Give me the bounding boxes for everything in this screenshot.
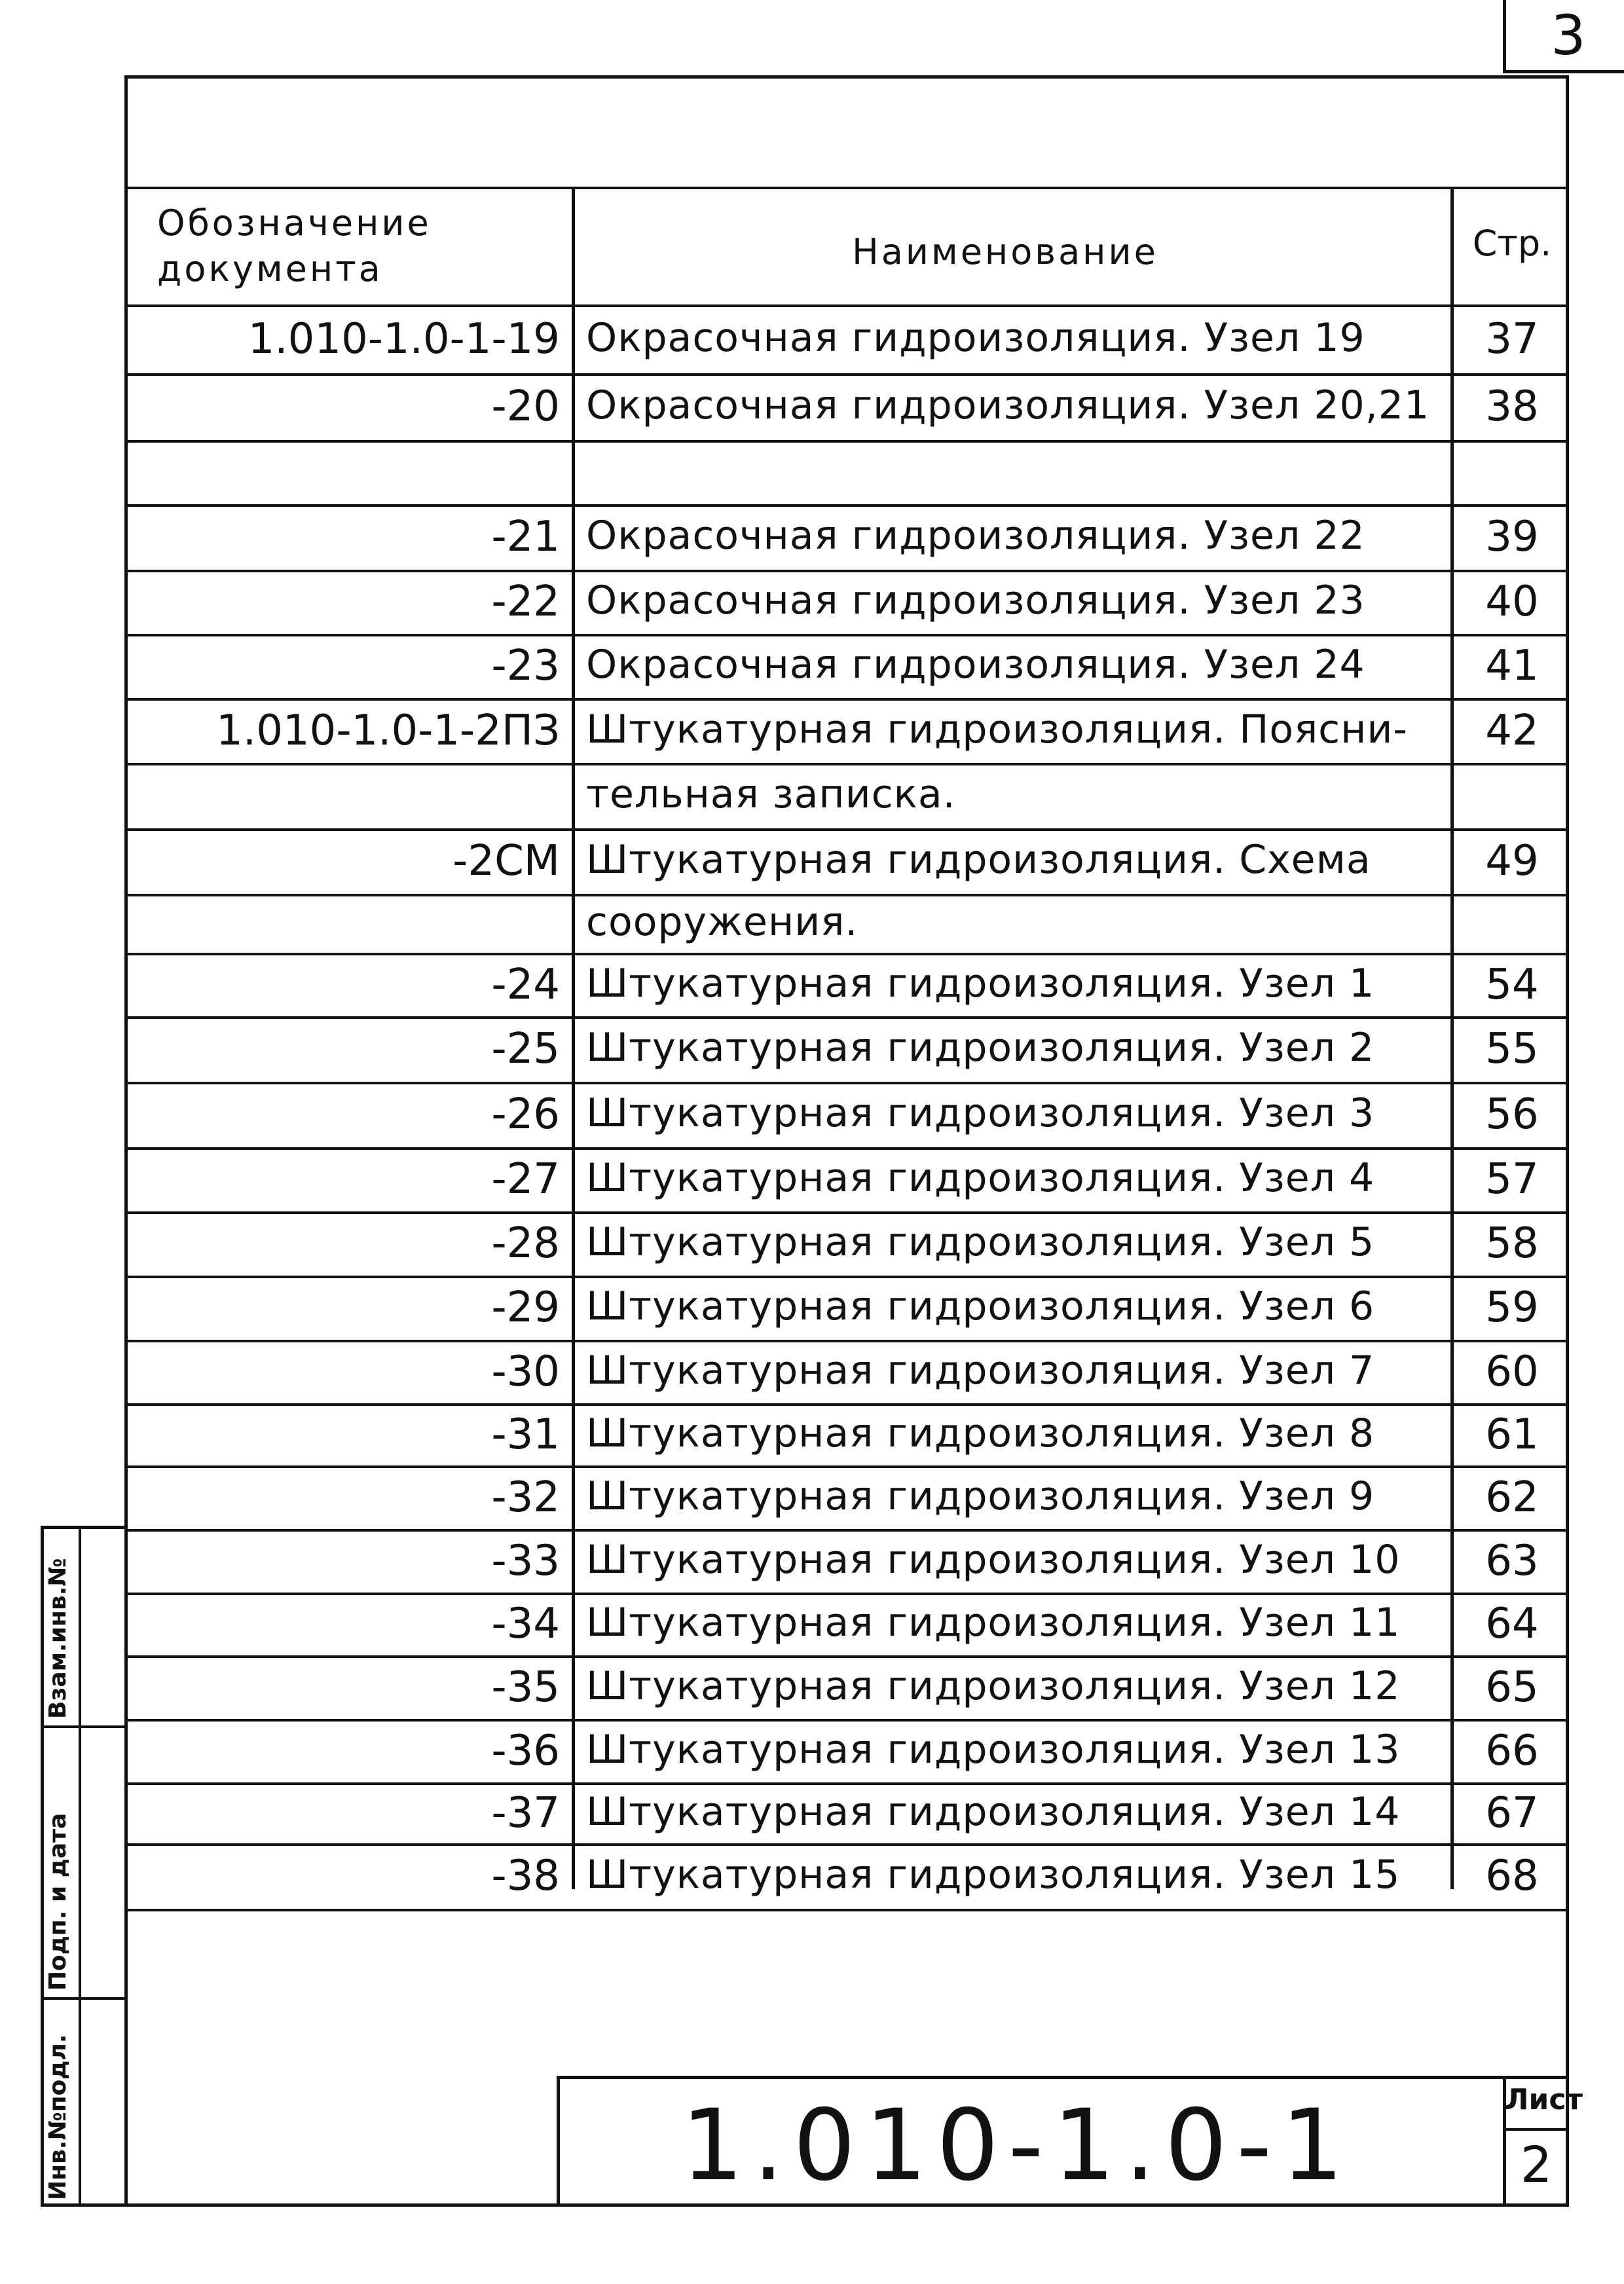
- row-divider: [124, 1147, 1569, 1150]
- side-strip-divider: [79, 1526, 81, 2207]
- row-page: 59: [1485, 1283, 1539, 1332]
- row-name: Штукатурная гидроизоляция. Узел 7: [586, 1348, 1375, 1393]
- stamp-sheet-line: [1503, 2128, 1569, 2131]
- row-code: -33: [491, 1537, 560, 1585]
- side-strip-line-2: [41, 1997, 124, 2000]
- row-name: Штукатурная гидроизоляция. Узел 6: [586, 1283, 1375, 1329]
- row-divider: [124, 953, 1569, 955]
- row-page: 40: [1485, 578, 1539, 626]
- row-divider: [124, 763, 1569, 765]
- corner-page-number: 3: [1551, 3, 1586, 67]
- row-name: Окрасочная гидроизоляция. Узел 22: [586, 513, 1365, 559]
- row-page: 54: [1485, 961, 1539, 1009]
- row-divider: [124, 1016, 1569, 1019]
- row-name: Штукатурная гидроизоляция. Узел 11: [586, 1600, 1401, 1646]
- row-code: -38: [491, 1852, 560, 1900]
- row-divider: [124, 440, 1569, 443]
- row-code: -20: [491, 382, 560, 431]
- row-name: Окрасочная гидроизоляция. Узел 24: [586, 642, 1365, 688]
- row-name: Окрасочная гидроизоляция. Узел 19: [586, 315, 1365, 361]
- row-page: 58: [1485, 1219, 1539, 1268]
- stamp-document-code: 1.010-1.0-1: [681, 2089, 1353, 2203]
- row-code: -2СМ: [452, 837, 560, 885]
- row-name: Окрасочная гидроизоляция. Узел 23: [586, 578, 1365, 623]
- side-replaced-inv: Взам.инв.№: [45, 1558, 71, 1719]
- row-code: -37: [491, 1789, 560, 1837]
- row-page: 60: [1485, 1348, 1539, 1396]
- row-page: 57: [1485, 1155, 1539, 1204]
- row-page: 67: [1485, 1789, 1539, 1837]
- row-code: -22: [491, 578, 560, 626]
- row-code: -28: [491, 1219, 560, 1268]
- row-code: 1.010-1.0-1-2ПЗ: [216, 707, 560, 755]
- row-divider: [124, 1465, 1569, 1468]
- row-code: -24: [491, 961, 560, 1009]
- row-divider: [124, 570, 1569, 572]
- row-divider: [124, 1782, 1569, 1785]
- row-divider: [124, 1909, 1569, 1911]
- header-page: Стр.: [1472, 223, 1552, 264]
- row-page: 63: [1485, 1537, 1539, 1585]
- row-name: Штукатурная гидроизоляция. Поясни-: [586, 707, 1409, 752]
- stamp-sheet-number: 2: [1520, 2135, 1553, 2194]
- row-name: Штукатурная гидроизоляция. Узел 13: [586, 1727, 1401, 1773]
- row-name: Штукатурная гидроизоляция. Схема: [586, 837, 1371, 883]
- row-divider: [124, 1843, 1569, 1846]
- row-page: 62: [1485, 1473, 1539, 1522]
- column-divider-2: [1450, 187, 1454, 1889]
- row-divider: [124, 1340, 1569, 1342]
- row-page: 37: [1485, 315, 1539, 363]
- row-name: Штукатурная гидроизоляция. Узел 15: [586, 1852, 1401, 1898]
- row-divider: [124, 634, 1569, 636]
- row-code: -23: [491, 642, 560, 690]
- row-code: -30: [491, 1348, 560, 1396]
- row-page: 55: [1485, 1025, 1539, 1073]
- row-divider: [124, 1719, 1569, 1722]
- row-divider: [124, 1211, 1569, 1214]
- header-top-line: [124, 187, 1569, 189]
- side-strip-line-1: [41, 1725, 124, 1728]
- row-code: -27: [491, 1155, 560, 1204]
- row-code: 1.010-1.0-1-19: [248, 315, 560, 363]
- row-code: -29: [491, 1283, 560, 1332]
- row-name: Штукатурная гидроизоляция. Узел 8: [586, 1410, 1375, 1456]
- row-name: Штукатурная гидроизоляция. Узел 14: [586, 1789, 1401, 1835]
- row-name: Штукатурная гидроизоляция. Узел 2: [586, 1025, 1375, 1071]
- stamp-top-line: [557, 2076, 1569, 2079]
- row-page: 64: [1485, 1600, 1539, 1648]
- row-name: Штукатурная гидроизоляция. Узел 9: [586, 1473, 1375, 1519]
- header-name: Наименование: [852, 231, 1158, 272]
- row-code: -31: [491, 1410, 560, 1459]
- side-inv-original: Инв.№подл.: [45, 2034, 71, 2200]
- row-divider: [124, 1082, 1569, 1084]
- row-name: Штукатурная гидроизоляция. Узел 12: [586, 1663, 1401, 1709]
- row-code: -25: [491, 1025, 560, 1073]
- row-code: -26: [491, 1090, 560, 1139]
- row-name: Штукатурная гидроизоляция. Узел 4: [586, 1155, 1375, 1201]
- row-page: 49: [1485, 837, 1539, 885]
- row-divider: [124, 373, 1569, 376]
- row-page: 61: [1485, 1410, 1539, 1459]
- row-code: -34: [491, 1600, 560, 1648]
- header-bottom-line: [124, 304, 1569, 307]
- row-code: -36: [491, 1727, 560, 1775]
- row-name: Штукатурная гидроизоляция. Узел 3: [586, 1090, 1375, 1136]
- row-page: 39: [1485, 513, 1539, 561]
- side-signature-date: Подп. и дата: [45, 1813, 71, 1991]
- row-divider: [124, 504, 1569, 507]
- header-designation: Обозначение документа: [157, 202, 432, 289]
- row-page: 41: [1485, 642, 1539, 690]
- row-code: -35: [491, 1663, 560, 1712]
- row-divider: [124, 1593, 1569, 1595]
- row-divider: [124, 894, 1569, 896]
- row-divider: [124, 1529, 1569, 1532]
- row-page: 68: [1485, 1852, 1539, 1900]
- row-code: -32: [491, 1473, 560, 1522]
- stamp-sheet-label: Лист: [1505, 2083, 1583, 2116]
- row-divider: [124, 1655, 1569, 1658]
- row-page: 56: [1485, 1090, 1539, 1139]
- row-page: 66: [1485, 1727, 1539, 1775]
- row-page: 38: [1485, 382, 1539, 431]
- row-divider: [124, 828, 1569, 831]
- column-divider-1: [572, 187, 575, 1889]
- row-name: Окрасочная гидроизоляция. Узел 20,21: [586, 382, 1430, 428]
- row-code: -21: [491, 513, 560, 561]
- row-divider: [124, 1276, 1569, 1278]
- row-page: 42: [1485, 707, 1539, 755]
- row-name: сооружения.: [586, 899, 858, 945]
- row-page: 65: [1485, 1663, 1539, 1712]
- stamp-left-line: [557, 2076, 560, 2207]
- row-name: Штукатурная гидроизоляция. Узел 10: [586, 1537, 1401, 1583]
- row-name: Штукатурная гидроизоляция. Узел 1: [586, 961, 1375, 1006]
- row-divider: [124, 698, 1569, 701]
- row-divider: [124, 1403, 1569, 1406]
- row-name: Штукатурная гидроизоляция. Узел 5: [586, 1219, 1375, 1265]
- row-name: тельная записка.: [586, 771, 956, 817]
